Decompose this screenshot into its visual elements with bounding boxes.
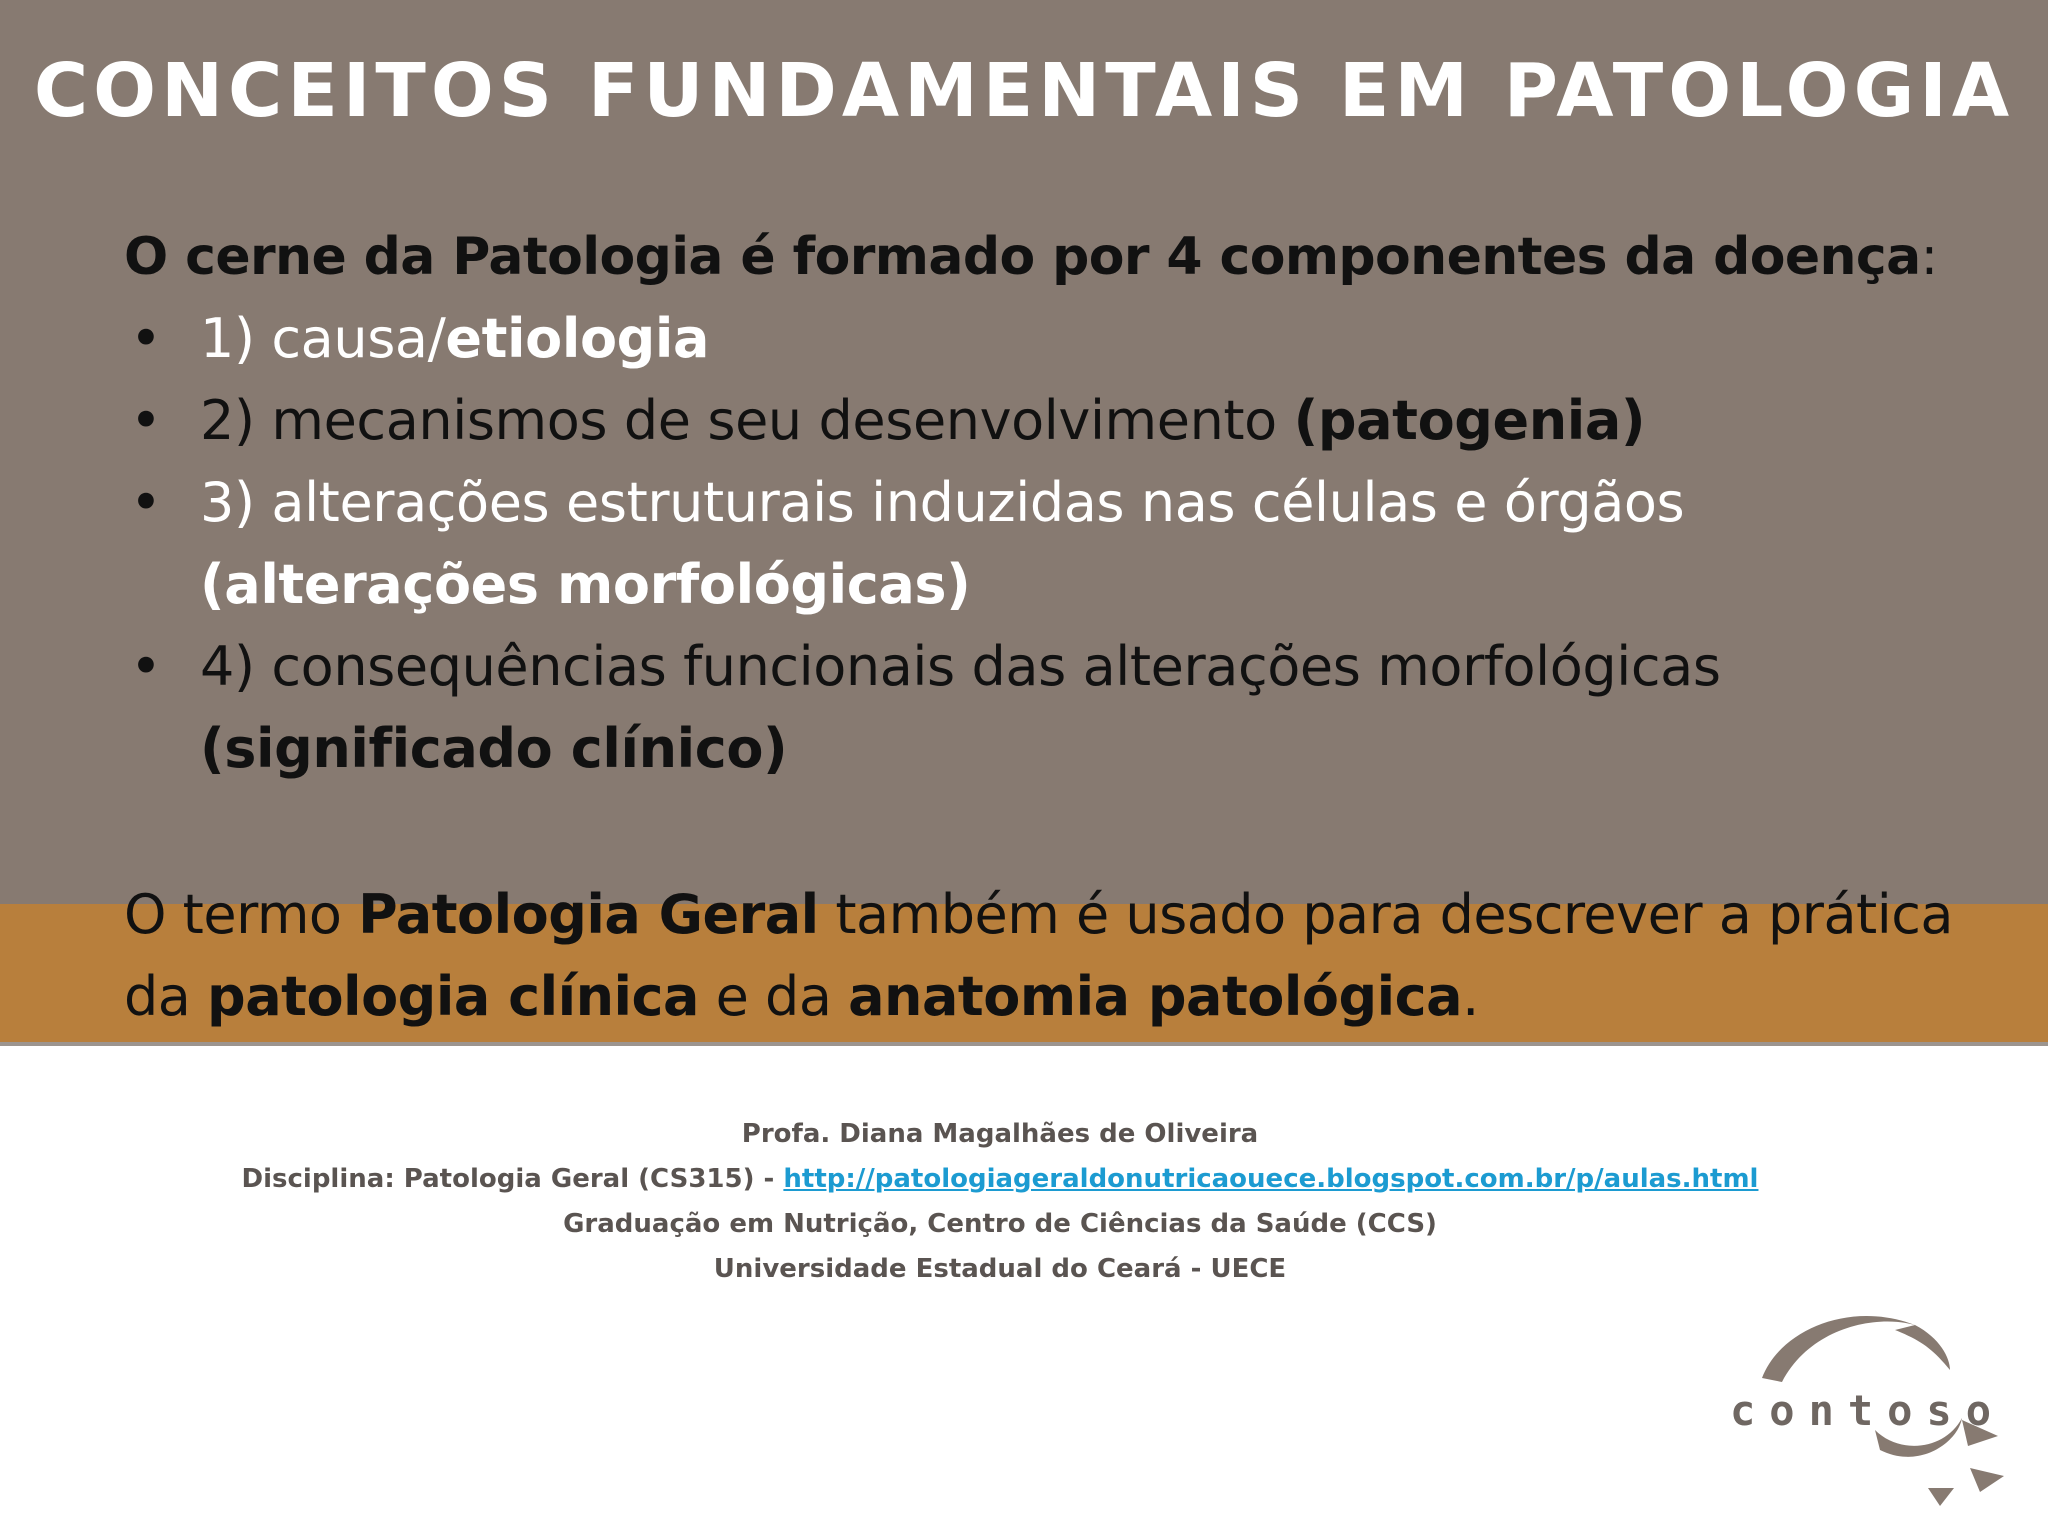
list-item (124, 626, 1984, 790)
bullet-text: 1) causa/ (200, 307, 446, 370)
bullet-marker: • (130, 307, 162, 370)
sentence-text: . (1462, 965, 1479, 1028)
lead-suffix: : (1920, 227, 1938, 287)
bullet-bold: (alterações morfológicas) (200, 553, 971, 616)
sentence-bold: patologia clínica (207, 965, 699, 1028)
lead-sentence (124, 216, 1984, 298)
bullet-marker: • (130, 635, 162, 698)
bullet-bold: (patogenia) (1293, 389, 1646, 452)
components-list (124, 298, 1984, 790)
content-area (124, 216, 1984, 790)
slide-title: CONCEITOS FUNDAMENTAIS EM PATOLOGIA (33, 48, 2015, 134)
sentence-text: também é usado para descrever a prática da (124, 883, 1953, 1028)
bullet-bold: etiologia (445, 307, 710, 370)
footer-credits (0, 1112, 2000, 1292)
sentence-text: O termo (124, 883, 359, 946)
course-line: Graduação em Nutrição, Centro de Ciências da Saúde (CCS) (563, 1209, 1437, 1239)
list-item (124, 380, 1984, 462)
discipline-prefix: Disciplina: Patologia Geral (CS315) - (241, 1164, 784, 1194)
discipline-line (0, 1157, 2000, 1202)
sentence-bold: Patologia Geral (358, 883, 819, 946)
course-link[interactable]: http://patologiageraldonutricaouece.blogspot.com.br/p/aulas.html (783, 1164, 1759, 1194)
bullet-text: 2) mecanismos de seu desenvolvimento (200, 389, 1294, 452)
logo-wordmark: contoso (1730, 1386, 2006, 1435)
sentence-bold: anatomia patológica (848, 965, 1463, 1028)
bullet-text: 3) alterações estruturais induzidas nas células e órgãos (200, 471, 1685, 534)
author-line: Profa. Diana Magalhães de Oliveira (741, 1119, 1259, 1149)
bullet-bold: (significado clínico) (200, 717, 788, 780)
bullet-marker: • (130, 471, 162, 534)
bullet-text: 4) consequências funcionais das alterações morfológicas (200, 635, 1721, 698)
divider-line (0, 1042, 2048, 1046)
list-item (124, 298, 1984, 380)
sentence-text: e da (699, 965, 849, 1028)
general-pathology-sentence (124, 874, 2004, 1038)
university-line: Universidade Estadual do Ceará - UECE (713, 1254, 1287, 1284)
contoso-logo (1700, 1300, 2030, 1520)
lead-bold-text: O cerne da Patologia é formado por 4 componentes da doença (124, 227, 1921, 287)
bullet-marker: • (130, 389, 162, 452)
list-item (124, 462, 1984, 626)
